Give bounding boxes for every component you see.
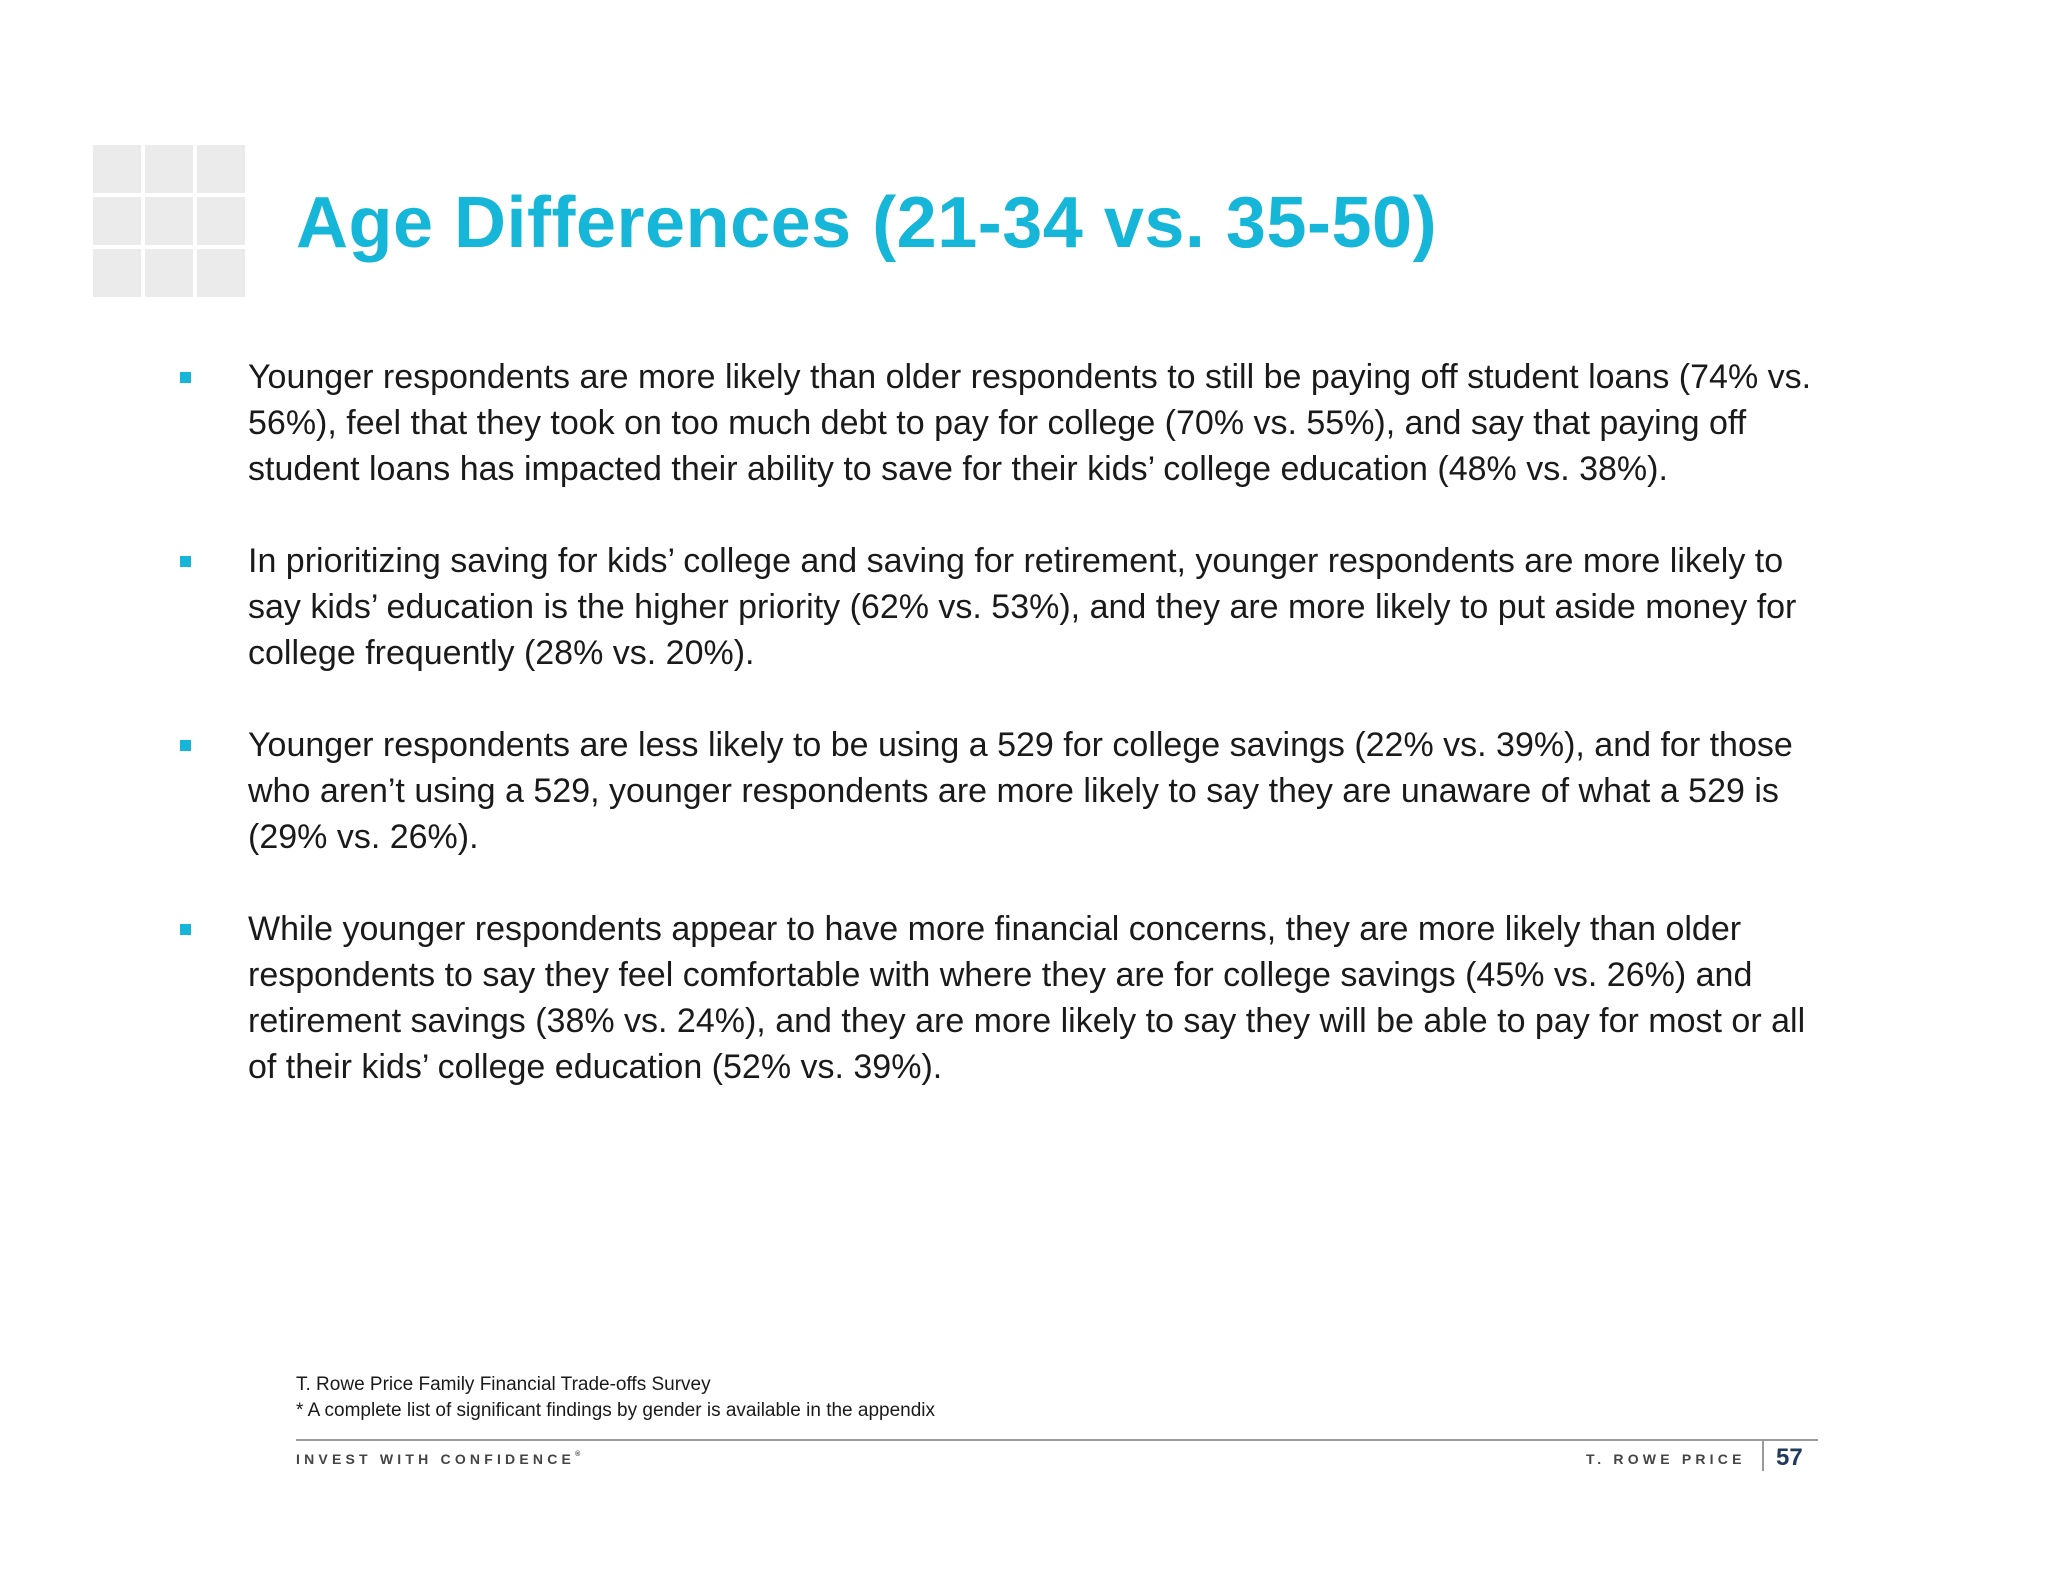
decorative-grid-cell xyxy=(197,197,245,245)
bullet-list xyxy=(176,354,1816,1136)
registered-mark: ® xyxy=(575,1451,581,1458)
decorative-grid-cell xyxy=(145,145,193,193)
decorative-grid-cell xyxy=(93,145,141,193)
square-bullet-icon xyxy=(180,740,191,751)
page-number: 57 xyxy=(1776,1444,1803,1471)
appendix-note: * A complete list of significant findings by gender is available in the appendix xyxy=(296,1400,936,1421)
bullet-text: While younger respondents appear to have more financial concerns, they are more likely than older respondents to say they feel comfortable with where they are for college savings (45% vs. 26%) and retirement savings (38% vs. 24%), and they are more likely to say they will be able to pay for most or all of their kids’ college education (52% vs. 39%). xyxy=(248,910,1806,1086)
decorative-grid-cell xyxy=(197,145,245,193)
square-bullet-icon xyxy=(180,372,191,383)
footnotes xyxy=(296,1372,935,1424)
slide-title: Age Differences (21-34 vs. 35-50) xyxy=(296,183,1438,263)
decorative-grid-cell xyxy=(93,249,141,297)
brand-name: T. ROWE PRICE xyxy=(1586,1451,1746,1467)
decorative-grid-icon xyxy=(93,145,245,297)
bullet-text: Younger respondents are more likely than older respondents to still be paying off student loans (74% vs. 56%), feel that they took on too much debt to pay for college (70% vs. 55%), and say that paying off student loans has impacted their ability to save for their kids’ college education (48% vs. 38%). xyxy=(248,358,1812,488)
tagline-text: INVEST WITH CONFIDENCE xyxy=(296,1451,576,1467)
bullet-item xyxy=(176,354,1816,492)
decorative-grid-cell xyxy=(93,197,141,245)
decorative-grid-cell xyxy=(145,249,193,297)
bullet-item xyxy=(176,906,1816,1090)
bullet-text: Younger respondents are less likely to be using a 529 for college savings (22% vs. 39%), and for those who aren’t using a 529, younger respondents are more likely to say they are unaware of what a 529 is (29% vs. 26%). xyxy=(248,726,1793,856)
source-note: T. Rowe Price Family Financial Trade-offs Survey xyxy=(296,1374,711,1395)
decorative-grid-cell xyxy=(197,249,245,297)
page-number-divider xyxy=(1762,1441,1764,1471)
square-bullet-icon xyxy=(180,924,191,935)
footer-tagline xyxy=(296,1451,580,1467)
bullet-item xyxy=(176,538,1816,676)
footer-divider xyxy=(296,1439,1818,1441)
square-bullet-icon xyxy=(180,556,191,567)
bullet-text: In prioritizing saving for kids’ college and saving for retirement, younger respondents are more likely to say kids’ education is the higher priority (62% vs. 53%), and they are more likely to put aside money for college frequently (28% vs. 20%). xyxy=(248,542,1797,672)
decorative-grid-cell xyxy=(145,197,193,245)
bullet-item xyxy=(176,722,1816,860)
